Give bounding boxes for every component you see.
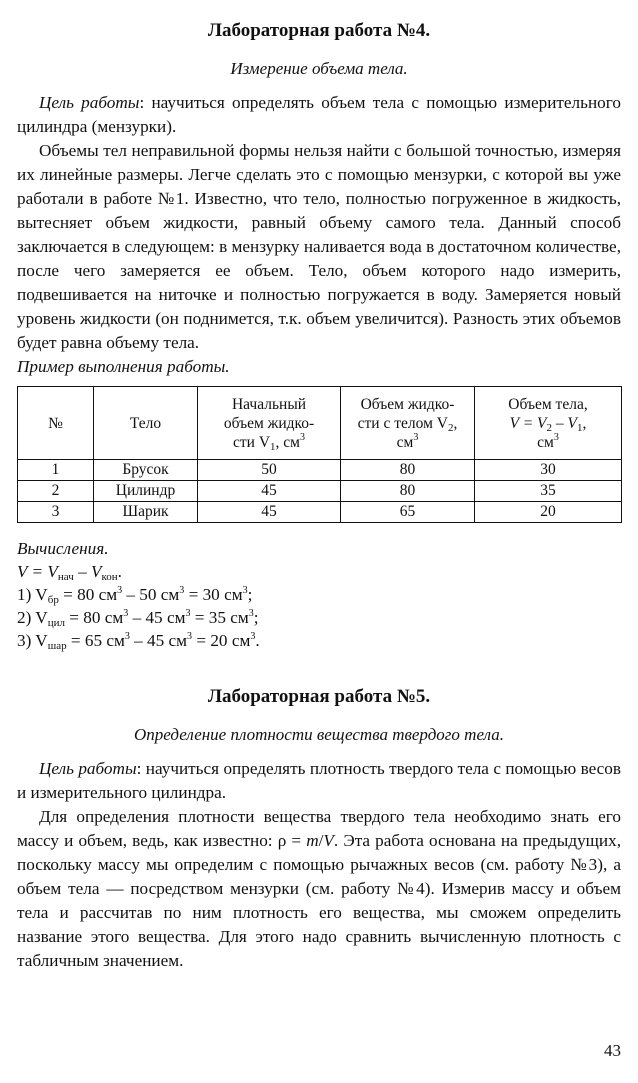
lab5-goal: [17, 757, 621, 805]
calc-term: – 45 см: [128, 608, 186, 627]
table-row: [18, 481, 622, 502]
lab4-goal: [17, 91, 621, 139]
calc-prefix: 3) V: [17, 631, 48, 650]
cell-v1: 50: [198, 460, 341, 481]
header-num: №: [18, 387, 94, 460]
calc-end: ;: [253, 608, 259, 627]
calc-sup: 3: [250, 631, 256, 642]
header-v-line1: Объем тела,: [508, 395, 588, 413]
header-v1-sup: 3: [299, 431, 305, 443]
formula-minus: – V: [73, 562, 102, 581]
calc-result: = 20 см: [192, 631, 251, 650]
lab5-goal-text: : научиться определять плотность твердого тела с помощью весов и измерительного цилиндра.: [17, 759, 622, 802]
header-v-sub1: 1: [576, 421, 583, 434]
cell-v1: 45: [198, 481, 341, 502]
header-v2-unit: см: [396, 433, 414, 451]
lab5-body-slash: /: [318, 831, 324, 850]
lab4-example-label: Пример выполнения работы.: [17, 357, 230, 376]
cell-body: Шарик: [94, 502, 198, 523]
cell-v2: 80: [341, 481, 475, 502]
header-v1: [198, 387, 341, 460]
lab4-calculations: [17, 537, 621, 652]
calc-term: = 80 см: [64, 608, 124, 627]
lab5-title: Лабораторная работа №5.: [207, 686, 431, 707]
header-v2-sub: 2: [447, 421, 454, 434]
lab4-results-table: [17, 386, 622, 523]
cell-body: Брусок: [94, 460, 198, 481]
calc-sup: 3: [123, 608, 129, 619]
calc-sup: 3: [185, 608, 191, 619]
header-v2-sup: 3: [413, 431, 419, 443]
header-v-sub2: 2: [546, 421, 553, 434]
lab4-goal-label: Цель работы: [39, 93, 140, 112]
calc-prefix: 1) V: [17, 585, 48, 604]
calc-sup: 3: [124, 631, 130, 642]
cell-v: 20: [475, 502, 622, 523]
calc-sup: 3: [248, 608, 254, 619]
lab5-body-part2: . Эта работа основана на предыдущих, поскольку массу мы определим с помощью рычажных весов (см. работу №3), а объем тела — посредством мензурки (см. работу №4). Измерив массу и объем тела и рассчитав по ним плотность его вещества, мы сможем определить название этого вещества. Для этого надо сравнить вычисленную плотность с табличным значением.: [17, 831, 621, 970]
lab5-subtitle: Определение плотности вещества твердого тела.: [134, 725, 504, 744]
cell-num: 2: [18, 481, 94, 502]
cell-v2: 65: [341, 502, 475, 523]
lab5-body-v: V: [323, 831, 334, 850]
calc-line: [17, 583, 621, 606]
page: [17, 0, 621, 973]
calc-end: ;: [247, 585, 253, 604]
table-row: [18, 460, 622, 481]
lab5-body: [17, 805, 621, 973]
calc-formula: [17, 560, 621, 583]
cell-v1: 45: [198, 502, 341, 523]
formula-v: V = V: [17, 562, 58, 581]
header-v1-sub: 1: [270, 440, 276, 453]
header-v-line2: V = V: [509, 414, 547, 432]
cell-num: 3: [18, 502, 94, 523]
header-v1-line1: Начальный: [231, 395, 307, 413]
lab4-title: Лабораторная работа №4.: [207, 20, 431, 41]
cell-v2: 80: [341, 460, 475, 481]
calc-term: = 65 см: [66, 631, 125, 650]
calc-sub: бр: [47, 594, 59, 606]
calc-end: .: [255, 631, 260, 650]
lab5-body-part1: Для определения плотности вещества твердого тела необходимо знать его массу и объем, ведь, как известно: ρ =: [17, 807, 621, 850]
header-body: Тело: [94, 387, 198, 460]
cell-v: 35: [475, 481, 622, 502]
calc-line: [17, 629, 621, 652]
table-header-row: [18, 387, 622, 460]
header-v2: [341, 387, 475, 460]
cell-v: 30: [475, 460, 622, 481]
calc-label: Вычисления.: [17, 539, 109, 558]
header-v2-line1: Объем жидко-: [360, 395, 455, 413]
lab4-goal-text: : научиться определять объем тела с помощью измерительного цилиндра (мензурки).: [17, 93, 621, 136]
lab5-goal-label: Цель работы: [39, 759, 137, 778]
calc-sup: 3: [117, 585, 123, 596]
header-v-sup: 3: [553, 431, 559, 443]
table-row: [18, 502, 622, 523]
lab5-body-m: m: [306, 831, 319, 850]
header-v2-line2: сти с телом V: [357, 414, 448, 432]
calc-result: = 35 см: [190, 608, 249, 627]
header-v1-line2: объем жидко-: [223, 414, 315, 432]
calc-term: – 45 см: [129, 631, 188, 650]
lab4-body: Объемы тел неправильной формы нельзя найти с большой точностью, измеряя их линейные размеры. Легче сделать это с помощью мензурки, с которой вы уже работали в работе №1. Известно, что тело, полностью погруженное в жидкость, вытесняет объем жидкости, равный объему самого тела. Данный способ заключается в следующем: в мензурку наливается вода в достаточном количестве, после чего замеряется ее объем. Тело, объем которого надо измерить, подвешивается на ниточке и полностью погружается в воду. Замеряется новый уровень жидкости (он поднимется, т.к. объем увеличится). Разность этих объемов будет равна объему тела.: [17, 141, 621, 352]
formula-sub-start: нач: [57, 571, 74, 583]
calc-line: [17, 606, 621, 629]
formula-end: .: [117, 562, 122, 581]
calc-sub: цил: [47, 617, 65, 629]
calc-term: – 50 см: [122, 585, 180, 604]
header-v1-unit: , см: [275, 433, 300, 451]
cell-num: 1: [18, 460, 94, 481]
calc-sup: 3: [179, 585, 185, 596]
header-v-minus: – V: [552, 414, 577, 432]
header-v2-comma: ,: [453, 414, 458, 432]
calc-result: = 30 см: [184, 585, 243, 604]
lab4-subtitle: Измерение объема тела.: [230, 59, 408, 78]
calc-sup: 3: [242, 585, 248, 596]
header-v1-line3: сти V: [233, 433, 271, 451]
calc-sub: шар: [47, 640, 67, 652]
calc-prefix: 2) V: [17, 608, 48, 627]
calc-term: = 80 см: [58, 585, 118, 604]
cell-body: Цилиндр: [94, 481, 198, 502]
calc-sup: 3: [187, 631, 193, 642]
header-v-comma: ,: [582, 414, 587, 432]
formula-sub-end: кон: [101, 571, 118, 583]
header-v: [475, 387, 622, 460]
page-number: 43: [604, 1041, 621, 1060]
header-v-unit: см: [537, 433, 554, 451]
